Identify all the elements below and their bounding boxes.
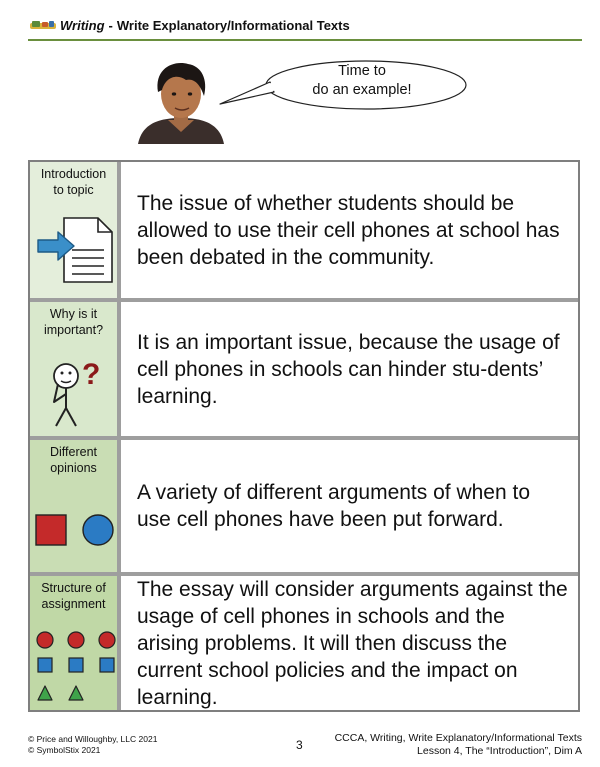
header-subject: Writing — [60, 17, 105, 33]
svg-text:?: ? — [82, 358, 101, 391]
footer-copyright — [28, 734, 157, 756]
table-row-importance — [30, 302, 578, 436]
row-label-importance — [30, 302, 121, 436]
page-number: 3 — [296, 738, 303, 752]
row-label-line: opinions — [50, 461, 97, 475]
shapes-icon — [34, 510, 116, 550]
row-label-line: Different — [49, 445, 97, 459]
lesson-line: Lesson 4, The “Introduction”, Dim A — [417, 745, 582, 757]
header-rule — [28, 39, 582, 41]
speech-bubble-text — [262, 62, 462, 100]
row-text-importance: It is an important issue, because the usage of cell phones in schools can hinder stu-dents’ learning. — [137, 330, 560, 408]
header-title: Write Explanatory/Informational Texts — [116, 17, 350, 33]
course-line: CCCA, Writing, Write Explanatory/Informational Texts — [334, 732, 582, 744]
structure-shapes-icon — [36, 630, 116, 702]
student-avatar-icon — [138, 58, 224, 144]
intro-structure-table — [28, 160, 580, 712]
page-header — [30, 12, 582, 38]
thinking-person-icon — [40, 354, 112, 428]
row-label-line: Structure of — [41, 581, 106, 595]
row-label-line: important? — [43, 323, 104, 337]
copyright-line-2: © SymbolStix 2021 — [28, 745, 101, 755]
table-row-introduction — [30, 162, 578, 298]
table-row-structure — [30, 576, 578, 710]
row-label-line: to topic — [53, 183, 94, 197]
row-label-structure — [30, 576, 121, 710]
footer-course-info — [335, 732, 582, 758]
header-separator: - — [108, 17, 113, 33]
row-text-introduction: The issue of whether students should be allowed to use their cell phones at school has been debated in the community. — [137, 191, 560, 269]
bubble-line-1: Time to — [338, 63, 386, 79]
row-label-line: Why is it — [49, 307, 98, 321]
row-text-structure: The essay will consider arguments against the usage of cell phones in schools and the arising problems. It will then discuss the current school policies and the impact on learning. — [137, 577, 568, 709]
copyright-line-1: © Price and Willoughby, LLC 2021 — [28, 734, 158, 744]
row-label-introduction — [30, 162, 121, 298]
document-arrow-icon — [36, 214, 116, 286]
bubble-line-2: do an example! — [312, 82, 412, 98]
row-label-opinions — [30, 440, 121, 572]
row-label-line: Introduction — [40, 167, 107, 181]
table-row-opinions — [30, 440, 578, 572]
row-label-line: assignment — [41, 597, 106, 611]
logo-icon — [30, 19, 56, 31]
row-text-opinions: A variety of different arguments of when to use cell phones have been put forward. — [137, 481, 531, 531]
